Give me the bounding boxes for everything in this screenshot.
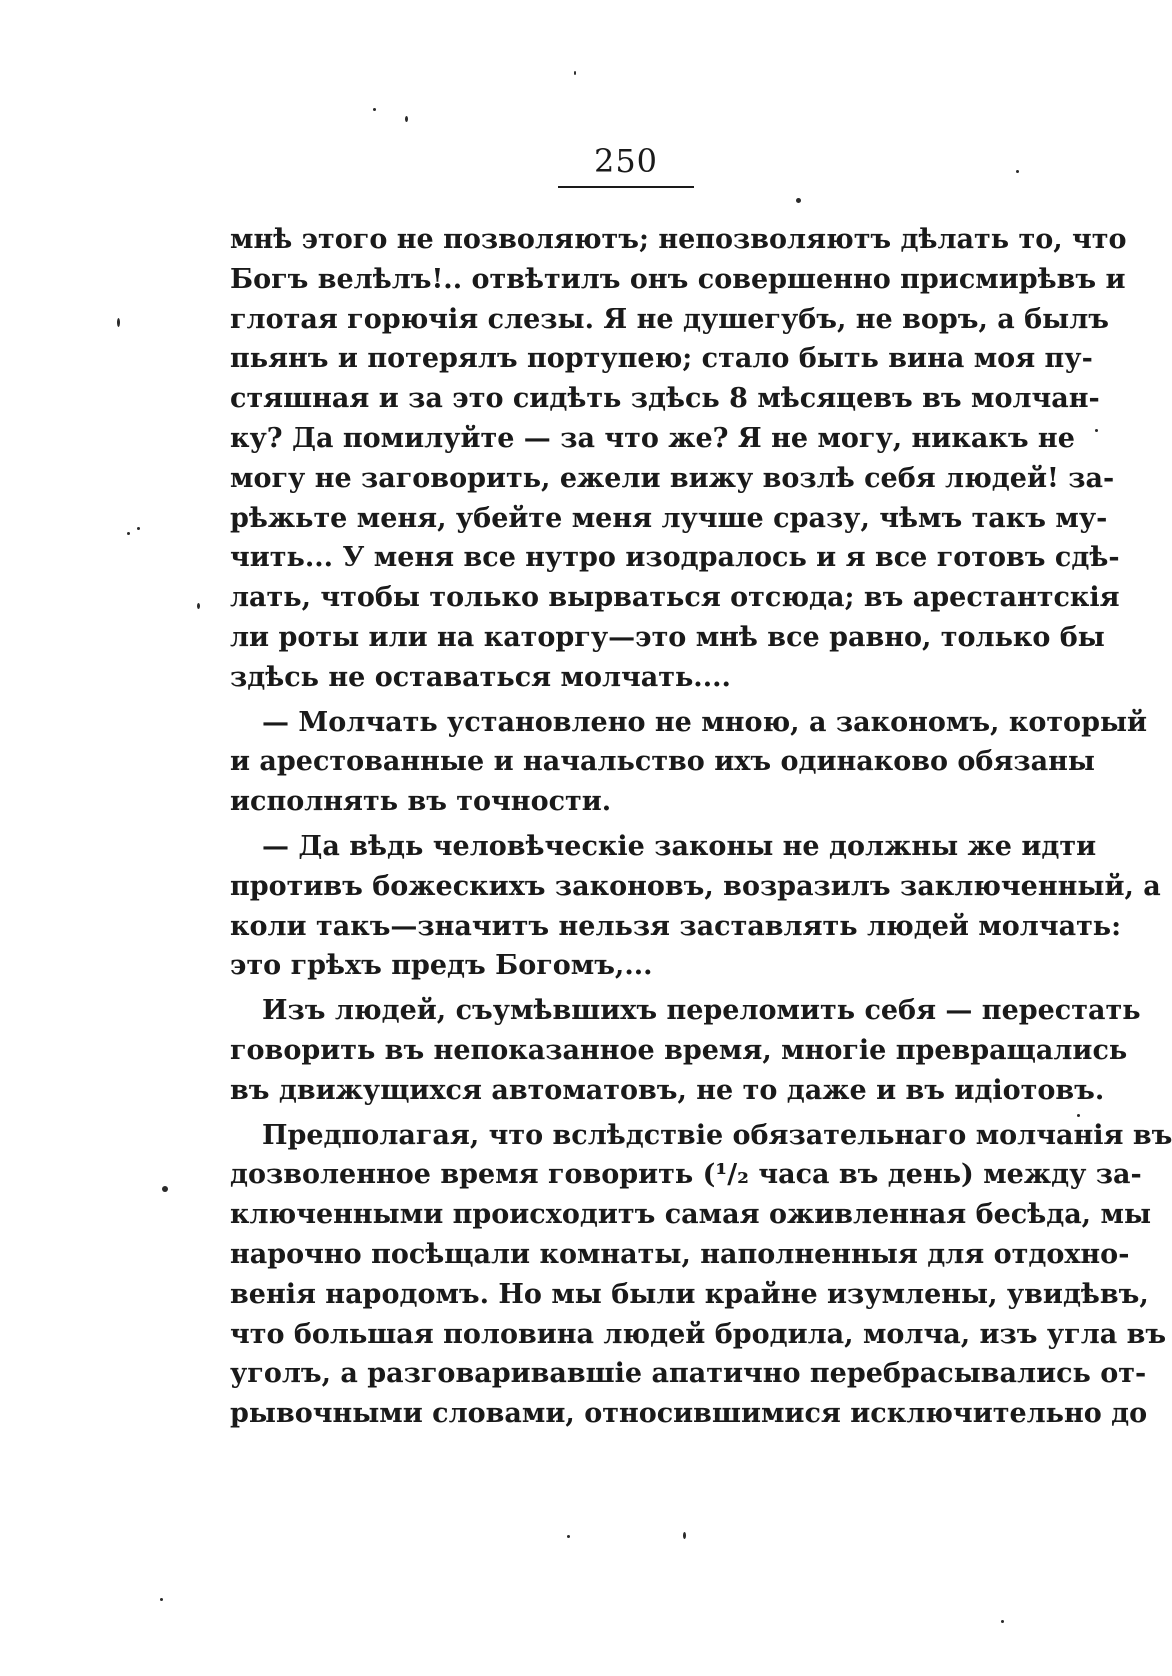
text-line: ли роты или на каторгу—это мнѣ все равно, только бы bbox=[230, 621, 1105, 653]
text-line: венія народомъ. Но мы были крайне изумлены, увидѣвъ, bbox=[230, 1278, 1149, 1310]
text-line: ку? Да помилуйте — за что же? Я не могу, никакъ не bbox=[230, 422, 1075, 454]
scan-speck bbox=[160, 1598, 163, 1601]
text-line: мнѣ этого не позволяютъ; непозволяютъ дѣлать то, что bbox=[230, 224, 1127, 255]
scan-speck bbox=[683, 1532, 686, 1539]
text-line: Изъ людей, съумѣвшихъ переломить себя — перестать bbox=[262, 995, 1141, 1027]
page-number: 250 bbox=[593, 142, 659, 180]
text-line: исполнять въ точности. bbox=[230, 786, 612, 818]
text-line: говорить въ непоказанное время, многіе превращались bbox=[230, 1034, 1128, 1066]
page-number-rule bbox=[558, 186, 694, 188]
scan-speck bbox=[574, 71, 576, 75]
scan-speck bbox=[567, 1535, 570, 1538]
text-line: здѣсь не оставаться молчать.... bbox=[230, 661, 731, 693]
text-line: Богъ велѣлъ!.. отвѣтилъ онъ совершенно присмирѣвъ и bbox=[230, 263, 1126, 295]
text-line: коли такъ—значитъ нельзя заставлять людей молчать: bbox=[230, 910, 1122, 942]
scan-speck bbox=[117, 318, 120, 327]
text-line: пьянъ и потерялъ портупею; стало быть вина моя пу- bbox=[230, 343, 1093, 375]
text-line: нарочно посѣщали комнаты, наполненныя для отдохно- bbox=[230, 1238, 1130, 1270]
scan-speck bbox=[405, 116, 408, 122]
text-line: — Да вѣдь человѣческіе законы не должны же идти bbox=[262, 830, 1097, 862]
body-text bbox=[230, 220, 1172, 1434]
text-line: дозволенное время говорить (¹/₂ часа въ день) между за- bbox=[230, 1159, 1142, 1191]
text-line: противъ божескихъ законовъ, возразилъ заключенный, а bbox=[230, 870, 1161, 902]
text-line: рывочными словами, относившимися исключительно до bbox=[230, 1398, 1148, 1430]
text-line: чить... У меня все нутро изодралось и я все готовъ сдѣ- bbox=[230, 542, 1120, 574]
text-line: что большая половина людей бродила, молча, изъ угла въ bbox=[230, 1318, 1167, 1350]
text-line: въ движущихся автоматовъ, не то даже и въ идіотовъ. bbox=[230, 1074, 1105, 1106]
text-line: уголъ, а разговаривавшіе апатично перебрасывались от- bbox=[230, 1358, 1147, 1390]
scan-speck bbox=[162, 1186, 168, 1192]
scan-speck bbox=[1095, 429, 1098, 432]
scan-speck bbox=[373, 108, 376, 111]
text-line: могу не заговорить, ежели вижу возлѣ себя людей! за- bbox=[230, 462, 1115, 494]
text-line: лать, чтобы только вырваться отсюда; въ арестантскія bbox=[230, 582, 1120, 614]
scan-speck bbox=[197, 603, 200, 609]
text-line: рѣжьте меня, убейте меня лучше сразу, чѣмъ такъ му- bbox=[230, 502, 1108, 534]
text-line: — Молчать установлено не мною, а закономъ, который bbox=[262, 706, 1148, 738]
scan-speck bbox=[127, 532, 130, 535]
text-line: ключенными происходитъ самая оживленная бесѣда, мы bbox=[230, 1199, 1152, 1231]
text-line: это грѣхъ предъ Богомъ,... bbox=[230, 950, 653, 982]
text-line: стяшная и за это сидѣть здѣсь 8 мѣсяцевъ въ молчан- bbox=[230, 383, 1100, 415]
text-line: глотая горючія слезы. Я не душегубъ, не воръ, а былъ bbox=[230, 303, 1109, 335]
scan-speck bbox=[796, 198, 801, 203]
scan-speck bbox=[137, 527, 140, 530]
text-line: и арестованные и начальство ихъ одинаково обязаны bbox=[230, 746, 1095, 778]
scan-speck bbox=[1016, 170, 1019, 173]
text-line: Предполагая, что вслѣдствіе обязательнаго молчанія въ bbox=[262, 1119, 1172, 1151]
scan-speck bbox=[1001, 1620, 1004, 1623]
scan-speck bbox=[1077, 1114, 1080, 1117]
